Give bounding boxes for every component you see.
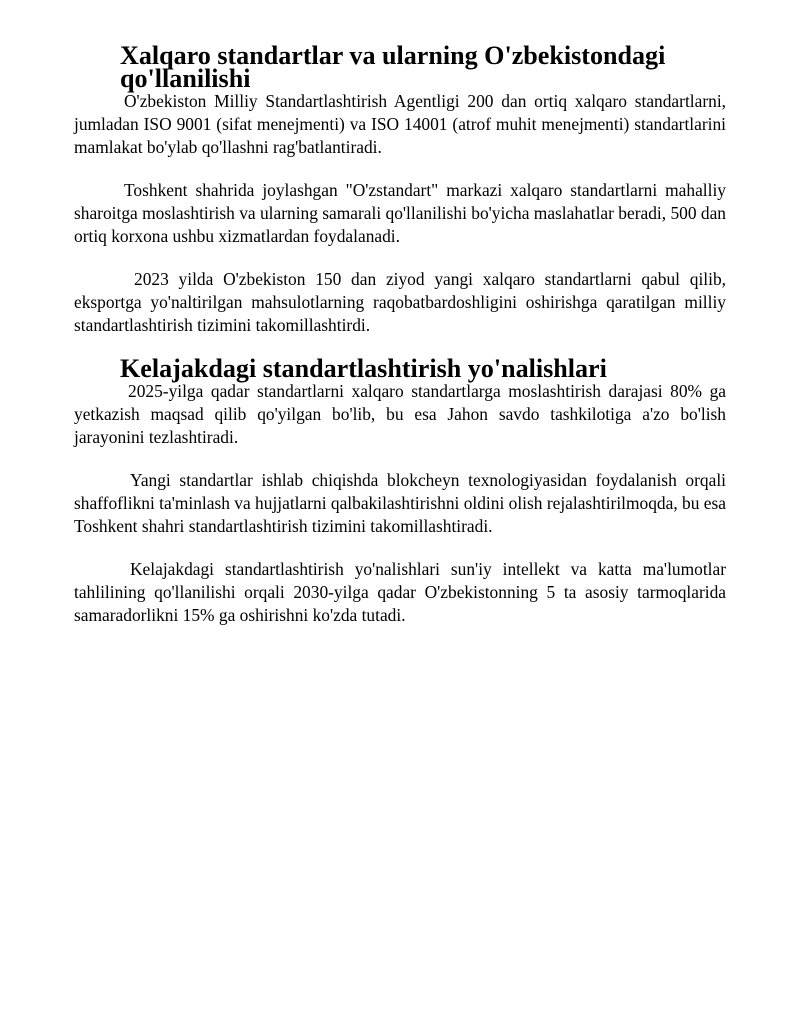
document-page xyxy=(74,41,726,627)
paragraph: Toshkent shahrida joylashgan "O'zstandart" markazi xalqaro standartlarni mahalliy sharoitga moslashtirish va ularning samarali qo'llanilishi bo'yicha maslahatlar beradi, 500 dan ortiq korxona ushbu xizmatlardan foydalanadi. xyxy=(74,180,726,246)
section-heading-future-directions: Kelajakdagi standartlashtirish yo'nalishlari xyxy=(120,354,607,383)
paragraph: 2023 yilda O'zbekiston 150 dan ziyod yangi xalqaro standartlarni qabul qilib, eksportga yo'naltirilgan mahsulotlarning raqobatbardoshligini oshirishga qaratilgan milliy standartlashtirish tizimini takomillashtirdi. xyxy=(74,269,726,335)
paragraph: O'zbekiston Milliy Standartlashtirish Agentligi 200 dan ortiq xalqaro standartlarni, jumladan ISO 9001 (sifat menejmenti) va ISO 14001 (atrof muhit menejmenti) standartlarini mamlakat bo'ylab qo'llashni rag'batlantiradi. xyxy=(74,91,726,157)
paragraph: Yangi standartlar ishlab chiqishda blokcheyn texnologiyasidan foydalanish orqali shaffoflikni ta'minlash va hujjatlarni qalbakilashtirishni oldini olish rejalashtirilmoqda, bu esa Toshkent shahri standartlashtirish tizimini takomillashtiradi. xyxy=(74,470,726,536)
section-heading-international-standards: Xalqaro standartlar va ularning O'zbekistondagi qo'llanilishi xyxy=(120,41,666,93)
paragraph: 2025-yilga qadar standartlarni xalqaro standartlarga moslashtirish darajasi 80% ga yetkazish maqsad qilib qo'yilgan bo'lib, bu esa Jahon savdo tashkilotiga a'zo bo'lish jarayonini tezlashtiradi. xyxy=(74,381,726,447)
paragraph: Kelajakdagi standartlashtirish yo'nalishlari sun'iy intellekt va katta ma'lumotlar tahlilining qo'llanilishi orqali 2030-yilga qadar O'zbekistonning 5 ta asosiy tarmoqlarida samaradorlikni 15% ga oshirishni ko'zda tutadi. xyxy=(74,559,726,625)
